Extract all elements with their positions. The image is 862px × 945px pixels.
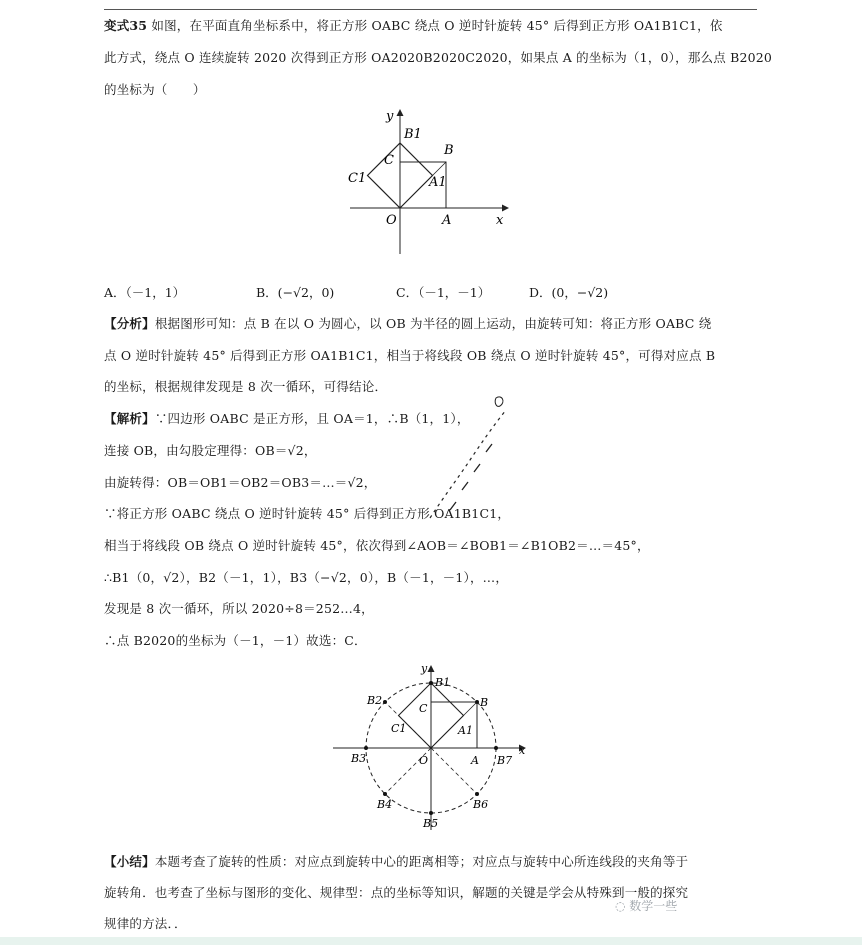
label-o: O: [419, 754, 429, 767]
label-b: B: [444, 143, 454, 158]
solution-line-1: 【解析】∵四边形 OABC 是正方形，且 OA＝1，∴B（1，1），: [104, 411, 470, 426]
solution-line-6: ∴B1（0，√2），B2（－1，1），B3（−√2，0），B（－1，－1），…，: [104, 570, 509, 585]
answer-options: [104, 283, 724, 301]
solution-line-5: 相当于将线段 OB 绕点 O 逆时针旋转 45°，依次得到∠AOB＝∠BOB1＝∠B1OB2＝…＝45°，: [104, 538, 650, 553]
label-c1: C1: [348, 171, 367, 186]
label-c: C: [384, 153, 394, 168]
figure-2-rotation-circle: [325, 660, 540, 840]
figure-1-rotation-diagram: [340, 104, 520, 264]
label-a: A: [442, 213, 452, 228]
label-x: x: [519, 744, 526, 757]
analysis-line-3: 的坐标，根据规律发现是 8 次一循环，可得结论．: [104, 379, 388, 394]
solution-line-8: ∴点 B2020的坐标为（－1，－1）故选：C．: [104, 633, 367, 648]
label-b1: B1: [435, 676, 451, 689]
label-a: A: [471, 754, 479, 767]
problem-line-3: 的坐标为（ ）: [104, 82, 206, 97]
label-b5: B5: [423, 817, 439, 830]
label-y: y: [421, 662, 428, 675]
problem-line-2: 此方式，绕点 O 连续旋转 2020 次得到正方形 OA2020B2020C2020，如果点 A 的坐标为（1，0），那么点 B2020: [104, 50, 773, 65]
solution-line-2: 连接 OB，由勾股定理得：OB＝√2，: [104, 443, 317, 458]
bottom-bar: [0, 937, 862, 945]
top-rule: [104, 9, 757, 10]
summary-line-1: 【小结】本题考查了旋转的性质：对应点到旋转中心的距离相等；对应点与旋转中心所连线段的夹角等于: [104, 854, 689, 869]
analysis-line-1: 【分析】根据图形可知：点 B 在以 O 为圆心，以 OB 为半径的圆上运动，由旋转可知：将正方形 OABC 绕: [104, 316, 712, 331]
option-d[interactable]: D．(0，−√2): [529, 285, 609, 300]
summary-line-3: 规律的方法．．: [104, 916, 187, 931]
label-a1: A1: [429, 175, 447, 190]
label-c1: C1: [391, 722, 407, 735]
label-b6: B6: [473, 798, 489, 811]
label-b3: B3: [351, 752, 367, 765]
label-x: x: [496, 213, 504, 228]
label-c: C: [419, 702, 428, 715]
label-a1: A1: [458, 724, 473, 737]
label-y: y: [386, 109, 394, 124]
option-a[interactable]: A．（－1，1）: [104, 285, 186, 300]
solution-line-4: ∵将正方形 OABC 绕点 O 逆时针旋转 45° 后得到正方形 OA1B1C1，: [104, 506, 511, 521]
analysis-line-2: 点 O 逆时针旋转 45° 后得到正方形 OA1B1C1，相当于将线段 OB 绕点 O 逆时针旋转 45°，可得对应点 B: [104, 348, 716, 363]
label-b: B: [480, 696, 489, 709]
summary-label: 【小结】: [104, 854, 155, 869]
solution-line-7: 发现是 8 次一循环，所以 2020÷8＝252…4，: [104, 601, 374, 616]
solution-line-3: 由旋转得：OB＝OB1＝OB2＝OB3＝…＝√2，: [104, 475, 377, 490]
label-b4: B4: [377, 798, 393, 811]
label-b2: B2: [367, 694, 383, 707]
option-b[interactable]: B．(−√2，0): [256, 285, 335, 300]
summary-line-2: 旋转角．也考查了坐标与图形的变化、规律型：点的坐标等知识，解题的关键是学会从特殊到一般的探究: [104, 885, 689, 900]
solution-label: 【解析】: [104, 411, 155, 426]
analysis-label: 【分析】: [104, 316, 155, 331]
wechat-icon: ◌: [615, 899, 630, 913]
option-c[interactable]: C．（－1，－1）: [396, 285, 491, 300]
problem-line-1: 变式35 如图，在平面直角坐标系中，将正方形 OABC 绕点 O 逆时针旋转 45° 后得到正方形 OA1B1C1，依: [104, 18, 723, 33]
label-o: O: [386, 213, 397, 228]
label-b1: B1: [404, 127, 422, 142]
watermark: ◌ 数学一些: [615, 899, 678, 913]
problem-label: 变式35: [104, 18, 148, 33]
label-b7: B7: [497, 754, 513, 767]
